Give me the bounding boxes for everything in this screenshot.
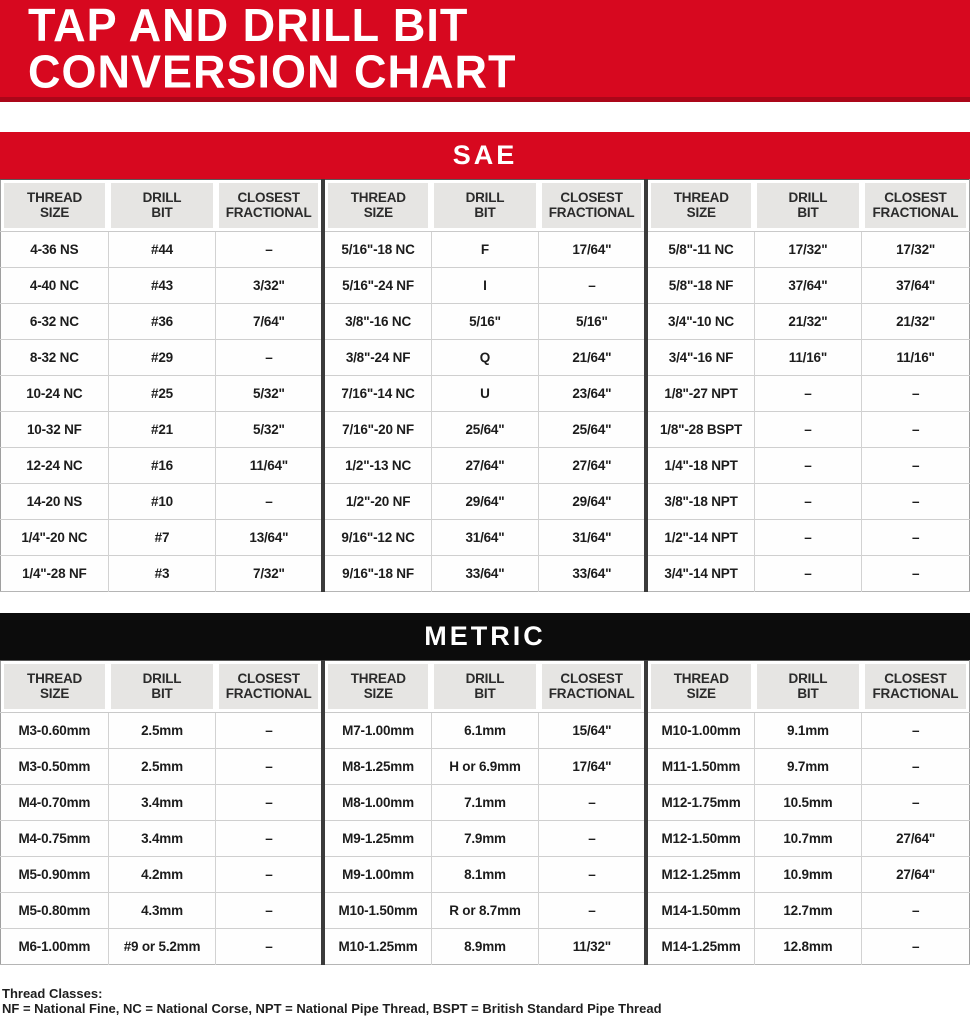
- closest-fractional-cell: 5/32": [216, 376, 324, 412]
- thread-size-cell: 1/2"-14 NPT: [646, 520, 754, 556]
- thread-size-cell: 5/8"-18 NF: [646, 268, 754, 304]
- thread-size-cell: M11-1.50mm: [646, 749, 754, 785]
- column-header: [862, 180, 970, 232]
- drill-bit-cell: #10: [108, 484, 216, 520]
- column-header-label: THREAD SIZE: [673, 190, 729, 220]
- thread-size-cell: M12-1.25mm: [646, 857, 754, 893]
- closest-fractional-cell: 27/64": [862, 857, 970, 893]
- sae-section-title: SAE: [452, 140, 518, 170]
- drill-bit-cell: Q: [431, 340, 539, 376]
- column-header: [108, 180, 216, 232]
- column-header: [539, 661, 647, 713]
- drill-bit-cell: #36: [108, 304, 216, 340]
- column-header: [754, 180, 862, 232]
- thread-size-cell: 1/4"-18 NPT: [646, 448, 754, 484]
- closest-fractional-cell: –: [862, 556, 970, 592]
- thread-size-cell: 3/4"-10 NC: [646, 304, 754, 340]
- drill-bit-cell: 7.1mm: [431, 785, 539, 821]
- thread-size-cell: M9-1.25mm: [323, 821, 431, 857]
- closest-fractional-cell: –: [862, 713, 970, 749]
- thread-size-cell: 12-24 NC: [1, 448, 109, 484]
- metric-section-title: METRIC: [424, 621, 546, 651]
- drill-bit-cell: #9 or 5.2mm: [108, 929, 216, 965]
- drill-bit-cell: 10.5mm: [754, 785, 862, 821]
- drill-bit-cell: U: [431, 376, 539, 412]
- drill-bit-cell: F: [431, 232, 539, 268]
- closest-fractional-cell: –: [862, 520, 970, 556]
- drill-bit-cell: 8.9mm: [431, 929, 539, 965]
- table-row: [1, 484, 970, 520]
- table-row: [1, 857, 970, 893]
- metric-table: [0, 660, 970, 965]
- drill-bit-cell: 2.5mm: [108, 713, 216, 749]
- closest-fractional-cell: –: [539, 821, 647, 857]
- column-header: [431, 180, 539, 232]
- column-header: [216, 180, 324, 232]
- closest-fractional-cell: 17/64": [539, 232, 647, 268]
- table-row: [1, 376, 970, 412]
- thread-classes-heading: Thread Classes:: [2, 986, 103, 1001]
- table-row: [1, 448, 970, 484]
- table-row: [1, 556, 970, 592]
- table-row: [1, 821, 970, 857]
- thread-size-cell: 5/16"-18 NC: [323, 232, 431, 268]
- thread-size-cell: M14-1.25mm: [646, 929, 754, 965]
- closest-fractional-cell: 17/64": [539, 749, 647, 785]
- column-header-label: THREAD SIZE: [350, 190, 406, 220]
- drill-bit-cell: 21/32": [754, 304, 862, 340]
- column-header-label: CLOSEST FRACTIONAL: [872, 671, 959, 701]
- column-header-label: THREAD SIZE: [27, 190, 83, 220]
- drill-bit-cell: –: [754, 484, 862, 520]
- closest-fractional-cell: –: [216, 929, 324, 965]
- drill-bit-cell: 6.1mm: [431, 713, 539, 749]
- drill-bit-cell: #25: [108, 376, 216, 412]
- closest-fractional-cell: –: [539, 857, 647, 893]
- drill-bit-cell: –: [754, 520, 862, 556]
- thread-size-cell: 14-20 NS: [1, 484, 109, 520]
- drill-bit-cell: 10.7mm: [754, 821, 862, 857]
- drill-bit-cell: 29/64": [431, 484, 539, 520]
- drill-bit-cell: 11/16": [754, 340, 862, 376]
- masthead: [0, 0, 970, 102]
- thread-size-cell: 1/2"-20 NF: [323, 484, 431, 520]
- thread-size-cell: M3-0.50mm: [1, 749, 109, 785]
- closest-fractional-cell: 11/16": [862, 340, 970, 376]
- thread-size-cell: M9-1.00mm: [323, 857, 431, 893]
- drill-bit-cell: 3.4mm: [108, 821, 216, 857]
- drill-bit-cell: #16: [108, 448, 216, 484]
- thread-size-cell: 10-24 NC: [1, 376, 109, 412]
- column-header-label: DRILL BIT: [788, 190, 828, 220]
- thread-size-cell: M12-1.50mm: [646, 821, 754, 857]
- column-header: [646, 661, 754, 713]
- drill-bit-cell: #29: [108, 340, 216, 376]
- thread-size-cell: 7/16"-20 NF: [323, 412, 431, 448]
- column-header-label: CLOSEST FRACTIONAL: [548, 190, 635, 220]
- thread-size-cell: 1/4"-28 NF: [1, 556, 109, 592]
- table-row: [1, 412, 970, 448]
- thread-size-cell: M5-0.90mm: [1, 857, 109, 893]
- page-title-line1: TAP AND DRILL BIT: [28, 0, 469, 51]
- thread-size-cell: M4-0.75mm: [1, 821, 109, 857]
- closest-fractional-cell: 13/64": [216, 520, 324, 556]
- closest-fractional-cell: 27/64": [539, 448, 647, 484]
- closest-fractional-cell: –: [539, 893, 647, 929]
- column-header: [323, 180, 431, 232]
- thread-size-cell: 5/16"-24 NF: [323, 268, 431, 304]
- closest-fractional-cell: 5/16": [539, 304, 647, 340]
- drill-bit-cell: –: [754, 376, 862, 412]
- drill-bit-cell: 10.9mm: [754, 857, 862, 893]
- thread-size-cell: M8-1.00mm: [323, 785, 431, 821]
- thread-size-cell: M12-1.75mm: [646, 785, 754, 821]
- thread-size-cell: 9/16"-12 NC: [323, 520, 431, 556]
- column-header-label: DRILL BIT: [142, 671, 182, 701]
- table-row: [1, 268, 970, 304]
- closest-fractional-cell: –: [539, 785, 647, 821]
- table-row: [1, 340, 970, 376]
- drill-bit-cell: 5/16": [431, 304, 539, 340]
- sae-table: [0, 179, 970, 592]
- closest-fractional-cell: –: [216, 857, 324, 893]
- drill-bit-cell: #3: [108, 556, 216, 592]
- closest-fractional-cell: 25/64": [539, 412, 647, 448]
- drill-bit-cell: –: [754, 412, 862, 448]
- thread-size-cell: M5-0.80mm: [1, 893, 109, 929]
- column-header-label: THREAD SIZE: [350, 671, 406, 701]
- closest-fractional-cell: 15/64": [539, 713, 647, 749]
- closest-fractional-cell: 31/64": [539, 520, 647, 556]
- thread-size-cell: M10-1.50mm: [323, 893, 431, 929]
- drill-bit-cell: –: [754, 556, 862, 592]
- thread-size-cell: 3/8"-16 NC: [323, 304, 431, 340]
- thread-size-cell: 3/4"-16 NF: [646, 340, 754, 376]
- closest-fractional-cell: –: [539, 268, 647, 304]
- table-row: [1, 893, 970, 929]
- thread-size-cell: 9/16"-18 NF: [323, 556, 431, 592]
- thread-size-cell: M3-0.60mm: [1, 713, 109, 749]
- drill-bit-cell: 25/64": [431, 412, 539, 448]
- thread-size-cell: 3/8"-24 NF: [323, 340, 431, 376]
- thread-size-cell: 1/2"-13 NC: [323, 448, 431, 484]
- thread-size-cell: M14-1.50mm: [646, 893, 754, 929]
- closest-fractional-cell: –: [216, 821, 324, 857]
- column-header-label: DRILL BIT: [142, 190, 182, 220]
- closest-fractional-cell: 11/32": [539, 929, 647, 965]
- thread-size-cell: 5/8"-11 NC: [646, 232, 754, 268]
- column-header: [431, 661, 539, 713]
- table-row: [1, 304, 970, 340]
- thread-size-cell: M10-1.00mm: [646, 713, 754, 749]
- closest-fractional-cell: –: [862, 785, 970, 821]
- thread-size-cell: 1/8"-27 NPT: [646, 376, 754, 412]
- column-header: [1, 661, 109, 713]
- drill-bit-cell: 4.3mm: [108, 893, 216, 929]
- page-title: [28, 2, 970, 96]
- closest-fractional-cell: –: [862, 484, 970, 520]
- closest-fractional-cell: –: [862, 929, 970, 965]
- closest-fractional-cell: 5/32": [216, 412, 324, 448]
- column-header-label: CLOSEST FRACTIONAL: [548, 671, 635, 701]
- drill-bit-cell: I: [431, 268, 539, 304]
- table-row: [1, 749, 970, 785]
- column-header: [862, 661, 970, 713]
- drill-bit-cell: 12.7mm: [754, 893, 862, 929]
- drill-bit-cell: 37/64": [754, 268, 862, 304]
- thread-size-cell: M4-0.70mm: [1, 785, 109, 821]
- thread-size-cell: 7/16"-14 NC: [323, 376, 431, 412]
- closest-fractional-cell: 7/64": [216, 304, 324, 340]
- table-row: [1, 232, 970, 268]
- closest-fractional-cell: 21/32": [862, 304, 970, 340]
- closest-fractional-cell: –: [862, 448, 970, 484]
- sae-header-row: [1, 180, 970, 232]
- drill-bit-cell: #44: [108, 232, 216, 268]
- sae-section-bar: [0, 132, 970, 179]
- drill-bit-cell: 27/64": [431, 448, 539, 484]
- thread-size-cell: 10-32 NF: [1, 412, 109, 448]
- column-header-label: THREAD SIZE: [673, 671, 729, 701]
- closest-fractional-cell: 27/64": [862, 821, 970, 857]
- closest-fractional-cell: 7/32": [216, 556, 324, 592]
- closest-fractional-cell: 33/64": [539, 556, 647, 592]
- drill-bit-cell: 31/64": [431, 520, 539, 556]
- drill-bit-cell: R or 8.7mm: [431, 893, 539, 929]
- metric-header-row: [1, 661, 970, 713]
- drill-bit-cell: 12.8mm: [754, 929, 862, 965]
- drill-bit-cell: #43: [108, 268, 216, 304]
- table-row: [1, 929, 970, 965]
- drill-bit-cell: 3.4mm: [108, 785, 216, 821]
- column-header: [539, 180, 647, 232]
- closest-fractional-cell: –: [862, 412, 970, 448]
- drill-bit-cell: #21: [108, 412, 216, 448]
- closest-fractional-cell: –: [862, 376, 970, 412]
- thread-size-cell: 6-32 NC: [1, 304, 109, 340]
- column-header-label: THREAD SIZE: [27, 671, 83, 701]
- thread-size-cell: 3/4"-14 NPT: [646, 556, 754, 592]
- thread-size-cell: 8-32 NC: [1, 340, 109, 376]
- thread-size-cell: M7-1.00mm: [323, 713, 431, 749]
- closest-fractional-cell: –: [216, 232, 324, 268]
- drill-bit-cell: H or 6.9mm: [431, 749, 539, 785]
- closest-fractional-cell: 29/64": [539, 484, 647, 520]
- closest-fractional-cell: –: [216, 340, 324, 376]
- table-row: [1, 785, 970, 821]
- column-header-label: DRILL BIT: [465, 190, 505, 220]
- metric-section-bar: [0, 613, 970, 660]
- thread-size-cell: M6-1.00mm: [1, 929, 109, 965]
- closest-fractional-cell: 3/32": [216, 268, 324, 304]
- thread-size-cell: 4-36 NS: [1, 232, 109, 268]
- closest-fractional-cell: –: [862, 749, 970, 785]
- column-header: [646, 180, 754, 232]
- thread-classes-text: NF = National Fine, NC = National Corse, NPT = National Pipe Thread, BSPT = British Standard Pipe Thread: [2, 1001, 662, 1016]
- thread-size-cell: M8-1.25mm: [323, 749, 431, 785]
- closest-fractional-cell: 23/64": [539, 376, 647, 412]
- drill-bit-cell: 33/64": [431, 556, 539, 592]
- column-header: [754, 661, 862, 713]
- column-header-label: CLOSEST FRACTIONAL: [225, 190, 312, 220]
- drill-bit-cell: 17/32": [754, 232, 862, 268]
- closest-fractional-cell: –: [216, 484, 324, 520]
- thread-size-cell: 1/8"-28 BSPT: [646, 412, 754, 448]
- closest-fractional-cell: –: [216, 785, 324, 821]
- page-title-line2: CONVERSION CHART: [28, 45, 517, 98]
- column-header: [1, 180, 109, 232]
- closest-fractional-cell: –: [216, 749, 324, 785]
- column-header-label: CLOSEST FRACTIONAL: [872, 190, 959, 220]
- column-header-label: CLOSEST FRACTIONAL: [225, 671, 312, 701]
- thread-size-cell: 1/4"-20 NC: [1, 520, 109, 556]
- thread-size-cell: 3/8"-18 NPT: [646, 484, 754, 520]
- closest-fractional-cell: 21/64": [539, 340, 647, 376]
- footer-legend: [2, 986, 970, 1016]
- closest-fractional-cell: 17/32": [862, 232, 970, 268]
- closest-fractional-cell: –: [216, 713, 324, 749]
- closest-fractional-cell: –: [862, 893, 970, 929]
- closest-fractional-cell: 11/64": [216, 448, 324, 484]
- closest-fractional-cell: –: [216, 893, 324, 929]
- column-header-label: DRILL BIT: [788, 671, 828, 701]
- drill-bit-cell: 2.5mm: [108, 749, 216, 785]
- column-header: [216, 661, 324, 713]
- drill-bit-cell: 9.7mm: [754, 749, 862, 785]
- drill-bit-cell: #7: [108, 520, 216, 556]
- drill-bit-cell: 8.1mm: [431, 857, 539, 893]
- closest-fractional-cell: 37/64": [862, 268, 970, 304]
- drill-bit-cell: 9.1mm: [754, 713, 862, 749]
- thread-size-cell: 4-40 NC: [1, 268, 109, 304]
- table-row: [1, 713, 970, 749]
- table-row: [1, 520, 970, 556]
- column-header: [323, 661, 431, 713]
- drill-bit-cell: 4.2mm: [108, 857, 216, 893]
- thread-size-cell: M10-1.25mm: [323, 929, 431, 965]
- column-header: [108, 661, 216, 713]
- drill-bit-cell: 7.9mm: [431, 821, 539, 857]
- column-header-label: DRILL BIT: [465, 671, 505, 701]
- drill-bit-cell: –: [754, 448, 862, 484]
